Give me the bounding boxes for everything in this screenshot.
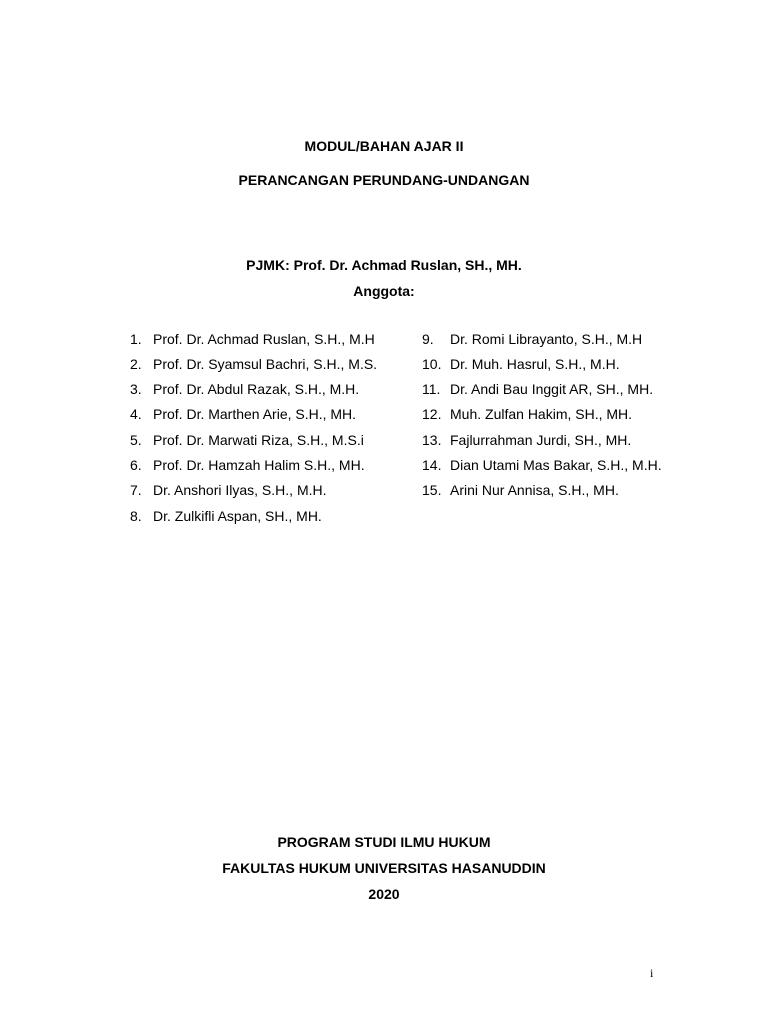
list-item-name: Arini Nur Annisa, S.H., MH. [450, 482, 619, 498]
list-item-number: 3. [130, 381, 142, 397]
list-item-number: 15. [422, 482, 442, 498]
document-subtitle: PERANCANGAN PERUNDANG-UNDANGAN [238, 172, 530, 188]
list-item-number: 2. [130, 356, 142, 372]
list-item-number: 13. [422, 432, 442, 448]
list-item-number: 12. [422, 406, 442, 422]
list-item-number: 5. [130, 432, 142, 448]
list-item-name: Dr. Romi Librayanto, S.H., M.H [450, 331, 643, 347]
faculty-name: FAKULTAS HUKUM UNIVERSITAS HASANUDDIN [222, 860, 546, 876]
list-item-number: 4. [130, 406, 142, 422]
list-item-number: 9. [422, 331, 434, 347]
list-item-name: Prof. Dr. Abdul Razak, S.H., M.H. [153, 381, 360, 397]
list-item-number: 8. [130, 508, 142, 524]
list-item-number: 11. [422, 381, 441, 397]
list-item-name: Fajlurrahman Jurdi, SH., MH. [450, 432, 632, 448]
list-item-name: Dr. Muh. Hasrul, S.H., M.H. [450, 356, 620, 372]
program-name: PROGRAM STUDI ILMU HUKUM [277, 834, 491, 850]
list-item-number: 1. [130, 331, 142, 347]
page-number: i [650, 966, 654, 980]
list-item-name: Prof. Dr. Achmad Ruslan, S.H., M.H [153, 331, 375, 347]
list-item-name: Prof. Dr. Syamsul Bachri, S.H., M.S. [153, 356, 378, 372]
list-item-name: Dian Utami Mas Bakar, S.H., M.H. [450, 457, 662, 473]
list-item-name: Dr. Anshori Ilyas, S.H., M.H. [153, 482, 327, 498]
list-item-name: Dr. Zulkifli Aspan, SH., MH. [153, 508, 322, 524]
list-item-name: Prof. Dr. Marwati Riza, S.H., M.S.i [153, 432, 364, 448]
list-item-name: Dr. Andi Bau Inggit AR, SH., MH. [450, 381, 654, 397]
list-item-name: Muh. Zulfan Hakim, SH., MH. [450, 406, 633, 422]
pjmk-line: PJMK: Prof. Dr. Achmad Ruslan, SH., MH. [246, 257, 522, 273]
anggota-label: Anggota: [353, 283, 415, 299]
document-title: MODUL/BAHAN AJAR II [304, 138, 464, 154]
list-item-name: Prof. Dr. Hamzah Halim S.H., MH. [153, 457, 365, 473]
document-year: 2020 [368, 886, 400, 902]
list-item-number: 14. [422, 457, 442, 473]
list-item-number: 10. [422, 356, 442, 372]
list-item-name: Prof. Dr. Marthen Arie, S.H., MH. [153, 406, 357, 422]
list-item-number: 7. [130, 482, 142, 498]
list-item-number: 6. [130, 457, 142, 473]
